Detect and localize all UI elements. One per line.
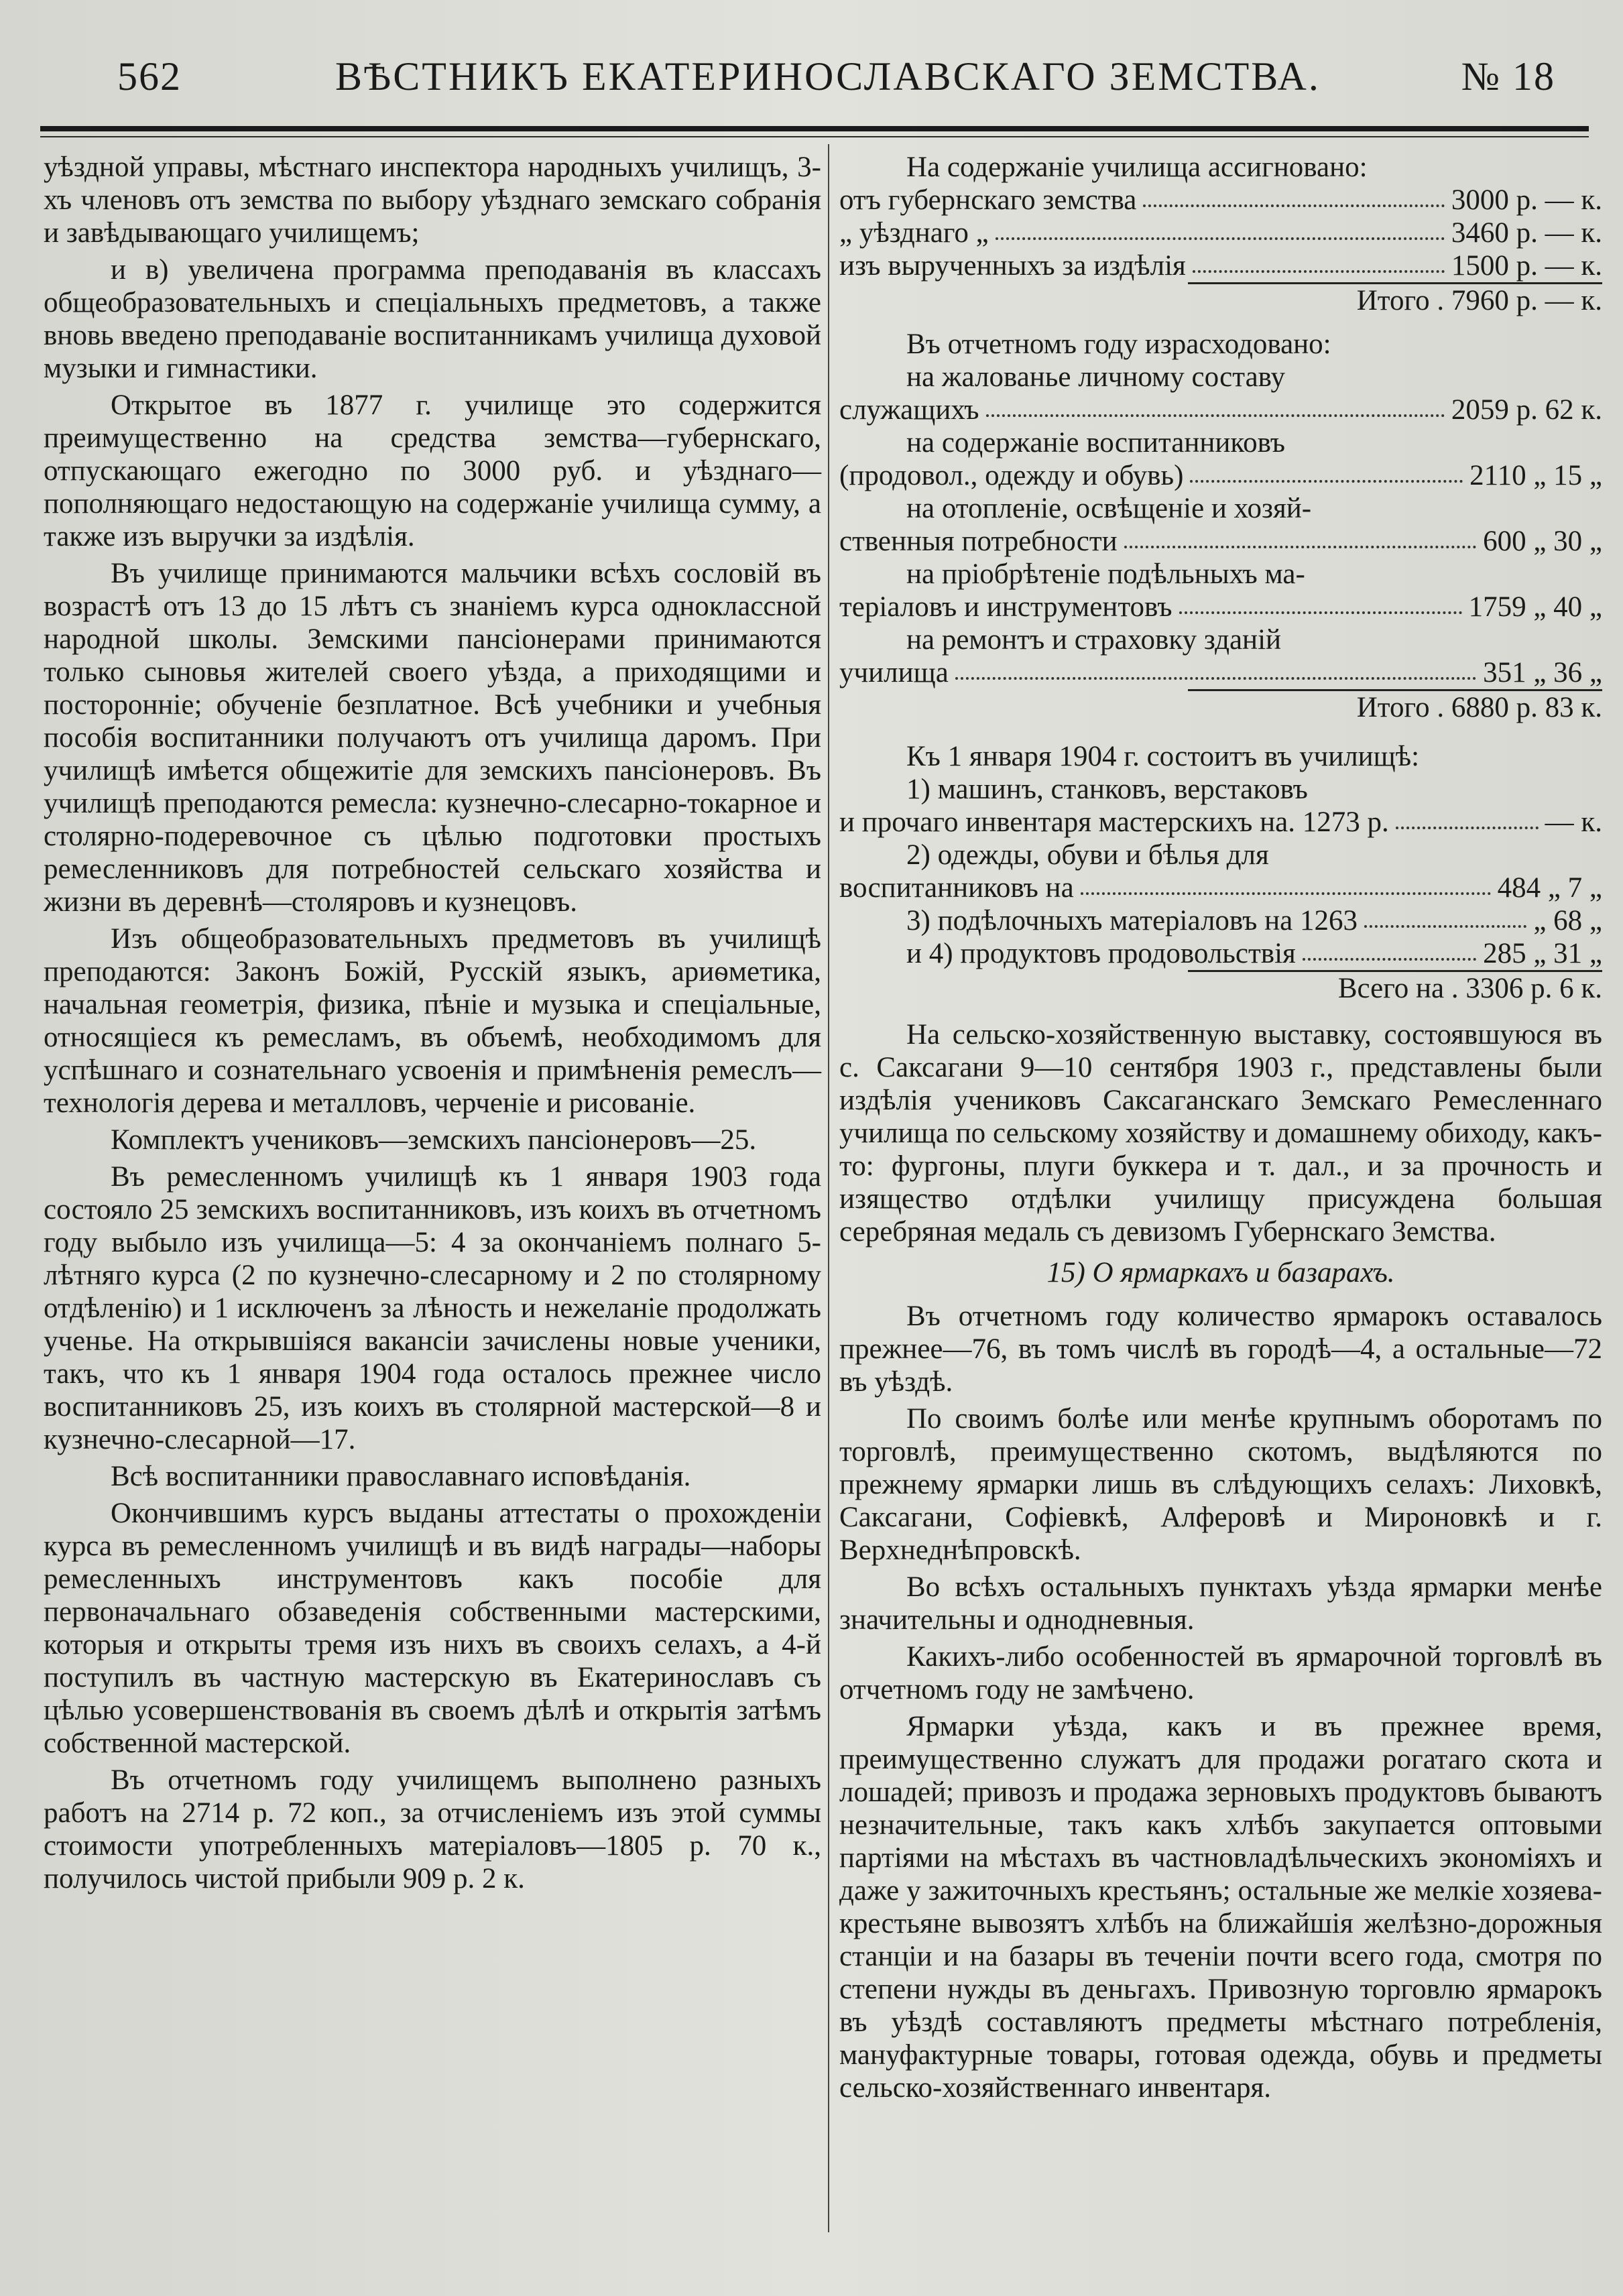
paragraph: Какихъ-либо особенностей въ ярмарочной торговлѣ въ отчетномъ году не замѣчено. bbox=[839, 1641, 1602, 1705]
expense-label: теріаловъ и инструментовъ bbox=[839, 591, 1173, 623]
leader-dots bbox=[1303, 958, 1476, 961]
header-rule-thick bbox=[40, 126, 1589, 131]
leader-dots bbox=[996, 237, 1445, 240]
expense-label-line: на содержаніе воспитанниковъ bbox=[906, 427, 1286, 459]
expense-value: 351 „ 36 „ bbox=[1483, 657, 1602, 688]
paragraph: Открытое въ 1877 г. училище это содержится преимущественно на средства земства—губернскаго, отпускающаго ежегодно по 3000 руб. и уѣзднаго—пополняющаго недостающую на содержаніе училища сумму, а также изъ выручки за издѣлія. bbox=[44, 389, 821, 552]
expense-label: служащихъ bbox=[839, 394, 979, 426]
inventory-label: и прочаго инвентаря мастерскихъ на. 1273 р. bbox=[839, 806, 1389, 838]
issue-number: № 18 bbox=[1461, 54, 1555, 99]
expenses-total-row bbox=[839, 691, 1602, 724]
leader-dots bbox=[1396, 827, 1539, 829]
inventory-label: и 4) продуктовъ продовольствія bbox=[906, 938, 1296, 969]
inventory-total-row bbox=[839, 972, 1602, 1005]
expense-label-line: на жалованье личному составу bbox=[906, 361, 1285, 393]
inventory-value: 484 „ 7 „ bbox=[1497, 872, 1602, 904]
funding-row-label: отъ губернскаго земства bbox=[839, 184, 1137, 216]
leader-dots bbox=[1193, 270, 1445, 273]
funding-total: Итого . 7960 р. — к. bbox=[1356, 285, 1602, 316]
expenses-intro: Въ отчетномъ году израсходовано: bbox=[906, 328, 1331, 360]
inventory-value: 285 „ 31 „ bbox=[1483, 938, 1602, 969]
funding-row-value: 1500 р. — к. bbox=[1451, 250, 1602, 282]
leader-dots bbox=[1124, 546, 1476, 548]
funding-row-value: 3000 р. — к. bbox=[1451, 184, 1602, 216]
paragraph: Въ ремесленномъ училищѣ къ 1 января 1903 года состояло 25 земскихъ воспитанниковъ, изъ коихъ въ отчетномъ году выбыло изъ училища—5: 4 за окончаніемъ полнаго 5-лѣтняго курса (2 по кузнечно-слесарному и 2 по столярному отдѣленію) и 1 исключенъ за лѣность и нежеланіе продолжать ученье. На открывшіяся вакансіи зачислены новые ученики, такъ, что къ 1 января 1904 года осталось прежнее число воспитанниковъ 25, изъ коихъ въ столярной мастерской—8 и кузнечно-слесарной—17. bbox=[44, 1161, 821, 1455]
leader-dots bbox=[955, 677, 1476, 680]
funding-row bbox=[839, 184, 1602, 217]
inventory-row bbox=[839, 871, 1602, 904]
paragraph: Комплектъ учениковъ—земскихъ пансіонеровъ—25. bbox=[111, 1124, 757, 1156]
inventory-row bbox=[839, 806, 1602, 839]
paragraph: Ярмарки уѣзда, какъ и въ прежнее время, преимущественно служатъ для продажи рогатаго скота и лошадей; привозъ и продажа зерновыхъ продуктовъ бываютъ незначительные, такъ какъ хлѣбъ закупается оптовыми партіями на мѣстахъ въ частновладѣльческихъ экономіяхъ и даже у зажиточныхъ крестьянъ; остальные же мелкіе хозяева-крестьяне вывозятъ хлѣбъ на ближайшія желѣзно-дорожныя станціи и на базары въ теченіи почти всего года, смотря по степени нужды въ деньгахъ. Привозную торговлю ярмарокъ въ уѣздѣ составляютъ предметы мѣстнаго потребленія, мануфактурные товары, готовая одежда, обувь и предметы сельско-хозяйственнаго инвентаря. bbox=[839, 1711, 1602, 2104]
leader-dots bbox=[1364, 925, 1526, 928]
inventory-row bbox=[839, 937, 1602, 970]
inventory-total: Всего на . 3306 р. 6 к. bbox=[1337, 973, 1602, 1004]
expense-row bbox=[839, 459, 1602, 492]
leader-dots bbox=[986, 414, 1445, 417]
expense-label: ственныя потребности bbox=[839, 526, 1118, 557]
left-column bbox=[44, 151, 821, 1899]
expenses-table bbox=[839, 328, 1602, 724]
expense-row bbox=[839, 525, 1602, 558]
expense-row bbox=[839, 591, 1602, 623]
funding-intro: На содержаніе училища ассигновано: bbox=[906, 152, 1368, 183]
leader-dots bbox=[1179, 611, 1462, 614]
inventory-intro: Къ 1 января 1904 г. состоитъ въ училищѣ: bbox=[906, 741, 1420, 772]
header-rule-thin bbox=[40, 136, 1589, 137]
expense-label: училища bbox=[839, 657, 949, 688]
column-divider bbox=[828, 144, 829, 2232]
paragraph: Во всѣхъ остальныхъ пунктахъ уѣзда ярмарки менѣе значительны и однодневныя. bbox=[839, 1571, 1602, 1636]
expense-label-line: на пріобрѣтеніе подѣльныхъ ма- bbox=[906, 558, 1305, 590]
expense-value: 2059 р. 62 к. bbox=[1451, 394, 1602, 426]
paragraph: Всѣ воспитанники православнаго исповѣданія. bbox=[111, 1461, 691, 1492]
paragraph-continuation: уѣздной управы, мѣстнаго инспектора народныхъ училищъ, 3-хъ членовъ отъ земства по выбору уѣзднаго земскаго собранія и завѣдывающаго училищемъ; bbox=[44, 152, 821, 249]
inventory-row bbox=[839, 904, 1602, 937]
inventory-label: воспитанниковъ на bbox=[839, 872, 1074, 904]
leader-dots bbox=[1143, 204, 1444, 207]
paragraph: Въ отчетномъ году училищемъ выполнено разныхъ работъ на 2714 р. 72 коп., за отчисленіемъ изъ этой суммы стоимости употребленныхъ матеріаловъ—1805 р. 70 к., получилось чистой прибыли 909 р. 2 к. bbox=[44, 1764, 821, 1894]
funding-row bbox=[839, 217, 1602, 249]
inventory-table bbox=[839, 740, 1602, 1005]
paragraph: Въ отчетномъ году количество ярмарокъ оставалось прежнее—76, въ томъ числѣ въ городѣ—4, а остальные—72 въ уѣздѣ. bbox=[839, 1301, 1602, 1398]
expense-label-line: на отопленіе, освѣщеніе и хозяй- bbox=[906, 493, 1312, 524]
page-header bbox=[40, 42, 1589, 109]
expense-value: 1759 „ 40 „ bbox=[1468, 591, 1602, 623]
expense-value: 2110 „ 15 „ bbox=[1469, 460, 1602, 491]
leader-dots bbox=[1190, 480, 1463, 483]
paragraph: Окончившимъ курсъ выданы аттестаты о прохожденіи курса въ ремесленномъ училищѣ и въ видѣ награды—наборы ремесленныхъ инструментовъ какъ пособіе для первоначальнаго обзаведенія собственными мастерскими, которыя и открыты тремя изъ нихъ въ своихъ селахъ, а 4-й поступилъ въ частную мастерскую въ Екатеринославъ съ цѣлью усовершенствованія въ своемъ дѣлѣ и открытія затѣмъ собственной мастерской. bbox=[44, 1498, 821, 1759]
inventory-value: „ 68 „ bbox=[1533, 905, 1602, 936]
paragraph: Въ училище принимаются мальчики всѣхъ сословій въ возрастѣ отъ 13 до 15 лѣтъ съ знаніемъ курса одноклассной народной школы. Земскими пансіонерами принимаются только сыновья жителей своего уѣзда, а приходящими и посторонніе; обученіе безплатное. Всѣ учебники и учебныя пособія воспитанники получаютъ отъ училища даромъ. При училищѣ имѣется общежитіе для земскихъ пансіонеровъ. Въ училищѣ преподаются ремесла: кузнечно-слесарно-токарное и столярно-подеревочное съ цѣлью подготовки простыхъ ремесленниковъ для потребностей сельскаго хозяйства и жизни въ деревнѣ—столяровъ и кузнецовъ. bbox=[44, 558, 821, 918]
funding-row bbox=[839, 249, 1602, 282]
paragraph: и в) увеличена программа преподаванія въ классахъ общеобразовательныхъ и спеціальныхъ предметовъ, а также вновь введено преподаваніе воспитанникамъ училища духовой музыки и гимнастики. bbox=[44, 254, 821, 384]
funding-total-row bbox=[839, 284, 1602, 317]
journal-title: ВѢСТНИКЪ ЕКАТЕРИНОСЛАВСКАГО ЗЕМСТВА. bbox=[335, 54, 1321, 99]
exhibition-paragraph: На сельско-хозяйственную выставку, состоявшуюся въ с. Саксагани 9—10 сентября 1903 г., представлены были издѣлія учениковъ Саксаганскаго Земскаго Ремесленнаго училища по сельскому хозяйству и домашнему обиходу, какъ-то: фургоны, плуги буккера и т. дал., и за прочность и изящество отдѣлки училищу присуждена большая серебряная медаль съ девизомъ Губернскаго Земства. bbox=[839, 1019, 1602, 1248]
expenses-total: Итого . 6880 р. 83 к. bbox=[1356, 692, 1602, 723]
expense-label: (продовол., одежду и обувь) bbox=[839, 460, 1184, 491]
inventory-label-line: 2) одежды, обуви и бѣлья для bbox=[906, 839, 1269, 871]
section-heading: 15) О ярмаркахъ и базарахъ. bbox=[1046, 1257, 1395, 1288]
paragraph: Изъ общеобразовательныхъ предметовъ въ училищѣ преподаются: Законъ Божій, Русскій языкъ, ариѳметика, начальная геометрія, физика, пѣніе и музыка и спеціальные, относящіеся къ ремесламъ, въ объемѣ, необходимомъ для успѣшнаго и сознательнаго усвоенія и примѣненія ремеслъ—технологія дерева и металловъ, черченіе и рисованіе. bbox=[44, 923, 821, 1119]
right-column bbox=[839, 151, 1602, 2108]
leader-dots bbox=[1081, 892, 1491, 895]
funding-table bbox=[839, 151, 1602, 317]
inventory-label-line: 1) машинъ, станковъ, верстаковъ bbox=[906, 774, 1308, 805]
funding-row-label: „ уѣзднаго „ bbox=[839, 217, 989, 249]
page-number: 562 bbox=[117, 54, 182, 99]
expense-row bbox=[839, 394, 1602, 426]
inventory-label: 3) подѣлочныхъ матеріаловъ на 1263 bbox=[906, 905, 1358, 936]
funding-row-label: изъ вырученныхъ за издѣлія bbox=[839, 250, 1186, 282]
funding-row-value: 3460 р. — к. bbox=[1451, 217, 1602, 249]
expense-row bbox=[839, 656, 1602, 689]
paragraph: По своимъ болѣе или менѣе крупнымъ оборотамъ по торговлѣ, преимущественно скотомъ, выдѣляются по прежнему ярмарки лишь въ слѣдующихъ селахъ: Лиховкѣ, Саксагани, Софіевкѣ, Алферовѣ и Мироновкѣ и г. Верхнеднѣпровскѣ. bbox=[839, 1403, 1602, 1566]
expense-label-line: на ремонтъ и страховку зданій bbox=[906, 624, 1282, 656]
expense-value: 600 „ 30 „ bbox=[1483, 526, 1602, 557]
inventory-value: — к. bbox=[1545, 806, 1602, 838]
